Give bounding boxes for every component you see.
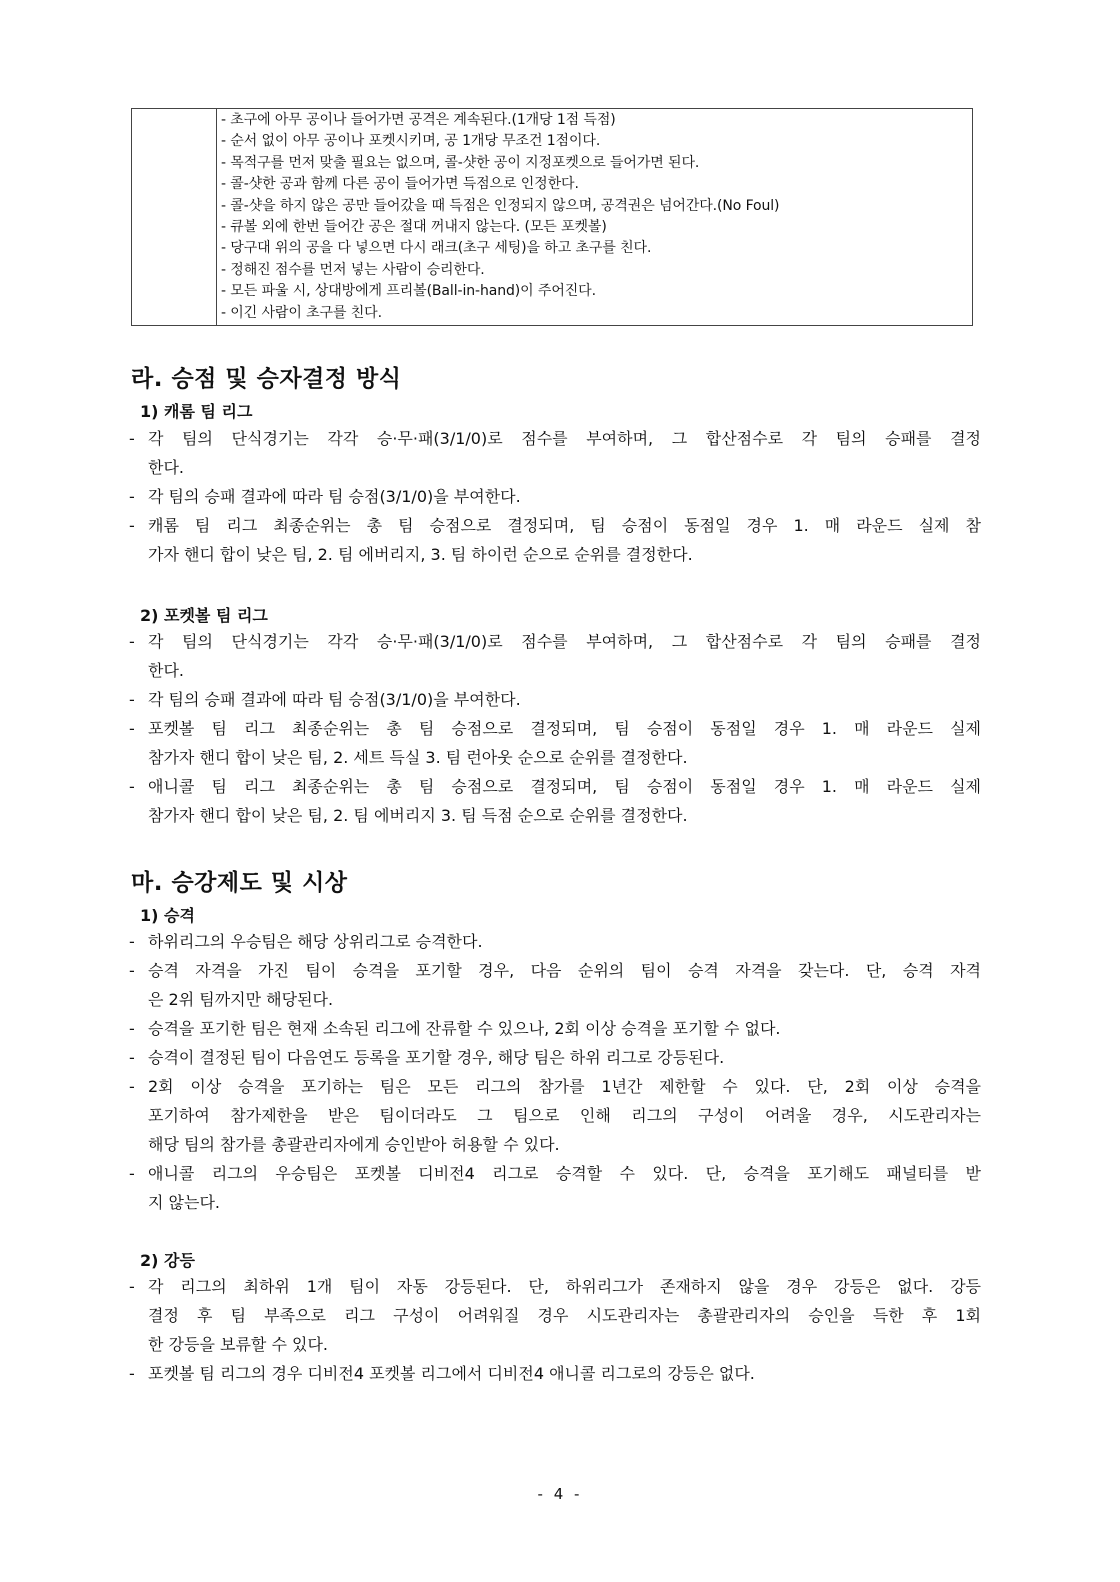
paragraph-text: 결정 후 팀 부족으로 리그 구성이 어려워질 경우 시도관리자는 총괄관리자의 승인을 득한 후 1회	[148, 1306, 981, 1325]
paragraph-line	[129, 1188, 981, 1217]
paragraph-line	[129, 424, 981, 453]
sub-heading-promotion: 1) 승격	[140, 906, 195, 925]
paragraph-text: 캐롬 팀 리그 최종순위는 총 팀 승점으로 결정되며, 팀 승점이 동점일 경우 1. 매 라운드 실제 참	[148, 516, 981, 535]
pocket-league-paragraphs	[129, 627, 981, 830]
page-number: - 4 -	[537, 1485, 583, 1503]
carom-league-paragraphs	[129, 424, 981, 569]
paragraph-line	[129, 1301, 981, 1330]
paragraph-text: 포켓볼 팀 리그의 경우 디비전4 포켓볼 리그에서 디비전4 애니콜 리그로의 강등은 없다.	[148, 1364, 755, 1383]
bullet-dash: -	[129, 429, 135, 448]
paragraph-text: 하위리그의 우승팀은 해당 상위리그로 승격한다.	[148, 932, 483, 951]
bullet-dash: -	[129, 1364, 135, 1383]
paragraph-line	[129, 927, 981, 956]
paragraph-line	[129, 453, 981, 482]
paragraph-text: 한다.	[148, 661, 184, 680]
paragraph-text: 2회 이상 승격을 포기하는 팀은 모든 리그의 참가를 1년간 제한할 수 있다. 단, 2회 이상 승격을	[148, 1077, 981, 1096]
paragraph-line	[129, 540, 981, 569]
paragraph-text: 승격을 포기한 팀은 현재 소속된 리그에 잔류할 수 있으나, 2회 이상 승격을 포기할 수 없다.	[148, 1019, 781, 1038]
sub-heading-pocket-team-league: 2) 포켓볼 팀 리그	[140, 606, 268, 625]
paragraph-text: 각 팀의 승패 결과에 따라 팀 승점(3/1/0)을 부여한다.	[148, 487, 521, 506]
sub-heading-relegation: 2) 강등	[140, 1251, 195, 1270]
paragraph-text: 은 2위 팀까지만 해당된다.	[148, 990, 334, 1009]
paragraph-text: 해당 팀의 참가를 총괄관리자에게 승인받아 허용할 수 있다.	[148, 1135, 560, 1154]
paragraph-line	[129, 1330, 981, 1359]
bullet-dash: -	[129, 690, 135, 709]
rule-line: - 순서 없이 아무 공이나 포켓시키며, 공 1개당 무조건 1점이다.	[221, 133, 601, 150]
bullet-dash: -	[129, 487, 135, 506]
rule-line: - 초구에 아무 공이나 들어가면 공격은 계속된다.(1개당 1점 득점)	[221, 112, 616, 128]
paragraph-line	[129, 1359, 981, 1388]
rules-table	[131, 108, 973, 326]
paragraph-line	[129, 656, 981, 685]
paragraph-text: 가자 핸디 합이 낮은 팀, 2. 팀 에버리지, 3. 팀 하이런 순으로 순위를 결정한다.	[148, 545, 693, 564]
paragraph-line	[129, 956, 981, 985]
relegation-paragraphs	[129, 1272, 981, 1388]
rule-line: - 목적구를 먼저 맞출 필요는 없으며, 콜-샷한 공이 지정포켓으로 들어가면 된다.	[221, 154, 700, 171]
bullet-dash: -	[129, 516, 135, 535]
paragraph-text: 각 팀의 승패 결과에 따라 팀 승점(3/1/0)을 부여한다.	[148, 690, 521, 709]
bullet-dash: -	[129, 1164, 135, 1183]
rule-line: - 모든 파울 시, 상대방에게 프리볼(Ball-in-hand)이 주어진다.	[221, 283, 596, 300]
paragraph-text: 애니콜 팀 리그 최종순위는 총 팀 승점으로 결정되며, 팀 승점이 동점일 경우 1. 매 라운드 실제	[148, 777, 981, 796]
bullet-dash: -	[129, 632, 135, 651]
rule-line: - 당구대 위의 공을 다 넣으면 다시 래크(초구 세팅)을 하고 초구를 친다.	[221, 240, 652, 257]
paragraph-text: 한 강등을 보류할 수 있다.	[148, 1335, 328, 1354]
paragraph-text: 승격 자격을 가진 팀이 승격을 포기할 경우, 다음 순위의 팀이 승격 자격을 갖는다. 단, 승격 자격	[148, 961, 981, 980]
paragraph-text: 각 팀의 단식경기는 각각 승·무·패(3/1/0)로 점수를 부여하며, 그 합산점수로 각 팀의 승패를 결정	[148, 429, 981, 448]
paragraph-line	[129, 1101, 981, 1130]
rule-line: - 정해진 점수를 먼저 넣는 사람이 승리한다.	[221, 261, 485, 278]
paragraph-text: 지 않는다.	[148, 1193, 220, 1212]
paragraph-text: 포켓볼 팀 리그 최종순위는 총 팀 승점으로 결정되며, 팀 승점이 동점일 경우 1. 매 라운드 실제	[148, 719, 981, 738]
rules-table-label-cell	[132, 109, 217, 326]
paragraph-line	[129, 685, 981, 714]
paragraph-line	[129, 985, 981, 1014]
bullet-dash: -	[129, 777, 135, 796]
paragraph-line	[129, 772, 981, 801]
paragraph-text: 각 리그의 최하위 1개 팀이 자동 강등된다. 단, 하위리그가 존재하지 않을 경우 강등은 없다. 강등	[148, 1277, 981, 1296]
rules-table-content-cell	[217, 109, 973, 326]
paragraph-text: 각 팀의 단식경기는 각각 승·무·패(3/1/0)로 점수를 부여하며, 그 합산점수로 각 팀의 승패를 결정	[148, 632, 981, 651]
paragraph-line	[129, 1159, 981, 1188]
section-heading-ma: 마. 승강제도 및 시상	[131, 870, 348, 896]
paragraph-text: 승격이 결정된 팀이 다음연도 등록을 포기할 경우, 해당 팀은 하위 리그로 강등된다.	[148, 1048, 725, 1067]
paragraph-text: 애니콜 리그의 우승팀은 포켓볼 디비전4 리그로 승격할 수 있다. 단, 승격을 포기해도 패널티를 받	[148, 1164, 981, 1183]
paragraph-line	[129, 1130, 981, 1159]
section-heading-ra: 라. 승점 및 승자결정 방식	[131, 366, 402, 392]
paragraph-line	[129, 511, 981, 540]
paragraph-line	[129, 1014, 981, 1043]
paragraph-line	[129, 801, 981, 830]
bullet-dash: -	[129, 1048, 135, 1067]
bullet-dash: -	[129, 1277, 135, 1296]
rule-line: - 큐볼 외에 한번 들어간 공은 절대 꺼내지 않는다. (모든 포켓볼)	[221, 219, 607, 236]
sub-heading-carom-team-league: 1) 캐롬 팀 리그	[140, 402, 253, 421]
bullet-dash: -	[129, 932, 135, 951]
paragraph-line	[129, 1072, 981, 1101]
rule-line: - 콜-샷한 공과 함께 다른 공이 들어가면 득점으로 인정한다.	[221, 176, 579, 193]
paragraph-line	[129, 1272, 981, 1301]
paragraph-line	[129, 1043, 981, 1072]
paragraph-line	[129, 714, 981, 743]
bullet-dash: -	[129, 961, 135, 980]
rule-line: - 콜-샷을 하지 않은 공만 들어갔을 때 득점은 인정되지 않으며, 공격권은 넘어간다.(No Foul)	[221, 197, 780, 214]
paragraph-text: 참가자 핸디 합이 낮은 팀, 2. 팀 에버리지 3. 팀 득점 순으로 순위를 결정한다.	[148, 806, 688, 825]
paragraph-line	[129, 627, 981, 656]
promotion-paragraphs	[129, 927, 981, 1217]
bullet-dash: -	[129, 1019, 135, 1038]
bullet-dash: -	[129, 1077, 135, 1096]
rule-line: - 이긴 사람이 초구를 친다.	[221, 304, 382, 321]
paragraph-text: 포기하여 참가제한을 받은 팀이더라도 그 팀으로 인해 리그의 구성이 어려울 경우, 시도관리자는	[148, 1106, 981, 1125]
bullet-dash: -	[129, 719, 135, 738]
paragraph-line	[129, 743, 981, 772]
paragraph-text: 한다.	[148, 458, 184, 477]
paragraph-text: 참가자 핸디 합이 낮은 팀, 2. 세트 득실 3. 팀 런아웃 순으로 순위를 결정한다.	[148, 748, 688, 767]
paragraph-line	[129, 482, 981, 511]
